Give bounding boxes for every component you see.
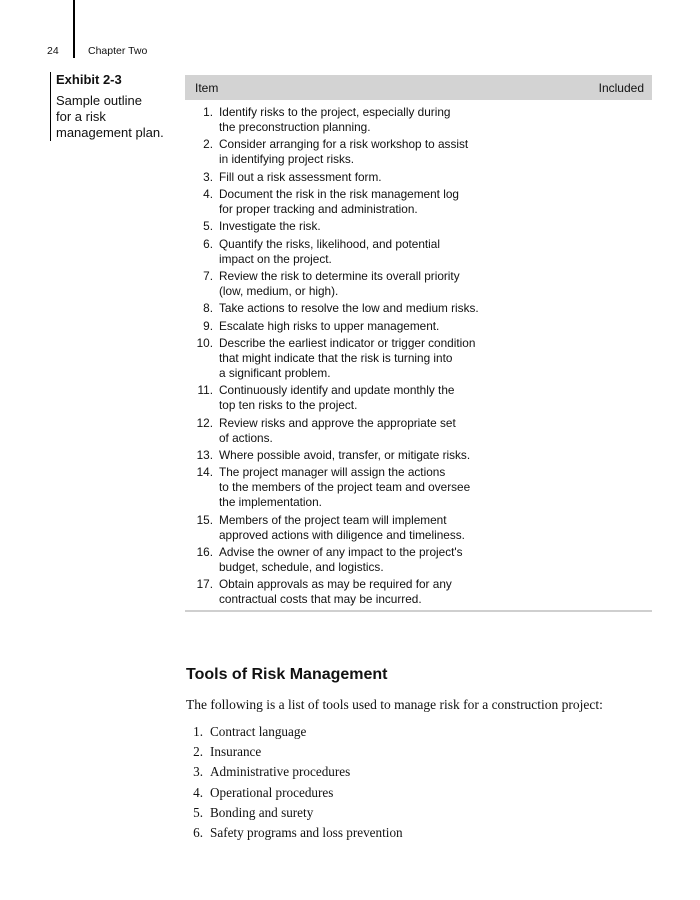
row-number: 5. [203,219,213,234]
row-text: Consider arranging for a risk workshop to assist in identifying project risks. [219,137,469,167]
row-text: Advise the owner of any impact to the project's budget, schedule, and logistics. [219,544,463,574]
tools-section [186,666,656,843]
row-text: Members of the project team will implement approved actions with diligence and timeliness. [219,512,465,542]
row-number: 15. [196,512,213,527]
row-number: 17. [196,577,213,592]
row-number: 7. [203,269,213,284]
tools-list [186,722,656,843]
list-item-number: 5. [193,804,203,820]
column-header-item: Item [195,81,219,95]
row-text: Escalate high risks to upper management. [219,318,440,333]
exhibit-label [50,72,181,141]
column-header-included: Included [598,81,644,95]
row-number: 14. [196,465,213,480]
list-item [186,803,656,823]
table-row [185,170,652,185]
list-item [186,742,656,762]
row-number: 9. [203,318,213,333]
list-item-text: Administrative procedures [210,764,351,780]
row-text: Continuously identify and update monthly the top ten risks to the project. [219,383,455,413]
row-text: Describe the earliest indicator or trigger condition that might indicate that the risk is turning into a significant problem. [219,336,476,380]
list-item [186,762,656,782]
list-item-text: Operational procedures [210,784,334,800]
list-item [186,783,656,803]
table-row [185,577,652,607]
row-text: Identify risks to the project, especially during the preconstruction planning. [219,105,451,134]
row-number: 3. [203,169,213,184]
row-text: Document the risk in the risk management log for proper tracking and administration. [219,187,459,216]
row-number: 2. [203,137,213,152]
table-row [185,383,652,413]
list-item-text: Bonding and surety [210,804,314,820]
row-number: 4. [203,187,213,202]
row-number: 12. [196,415,213,430]
table-body [185,100,652,607]
table-row [185,336,652,381]
row-text: Review risks and approve the appropriate set of actions. [219,415,456,445]
section-heading: Tools of Risk Management [186,666,388,683]
exhibit-title: Exhibit 2-3 [56,72,122,87]
list-item [186,823,656,843]
table-row [185,465,652,510]
table-row [185,513,652,543]
table-row [185,219,652,234]
row-number: 6. [203,236,213,251]
list-item [186,722,656,742]
table-row [185,448,652,463]
risk-plan-table [185,75,652,612]
row-text: Investigate the risk. [219,219,321,234]
section-intro: The following is a list of tools used to manage risk for a construction project: [186,697,603,712]
table-row [185,105,652,135]
table-row [185,269,652,299]
exhibit-caption: Sample outline for a risk management plan. [56,93,164,140]
chapter-title: Chapter Two [88,45,148,57]
table-row [185,301,652,316]
row-number: 13. [196,448,213,463]
table-row [185,137,652,167]
page-number: 24 [47,45,59,57]
row-text: Take actions to resolve the low and medium risks. [219,301,479,316]
table-row [185,416,652,446]
row-text: Fill out a risk assessment form. [219,169,382,184]
list-item-number: 6. [193,825,203,841]
list-item-number: 2. [193,744,203,760]
list-item-text: Contract language [210,724,307,739]
list-item-text: Safety programs and loss prevention [210,825,403,841]
row-text: Quantify the risks, likelihood, and potential impact on the project. [219,236,440,266]
list-item-text: Insurance [210,744,262,760]
row-number: 16. [196,544,213,559]
row-text: Where possible avoid, transfer, or mitigate risks. [219,448,471,463]
row-number: 11. [197,383,213,398]
row-text: The project manager will assign the actions to the members of the project team and oversee the implementation. [219,465,471,510]
list-item-number: 1. [193,724,203,739]
list-item-number: 4. [193,784,203,800]
table-bottom-rule [185,610,652,612]
list-item-number: 3. [193,764,203,780]
header-divider [73,0,75,58]
row-number: 10. [196,336,213,351]
table-row [185,237,652,267]
table-row [185,187,652,217]
row-text: Review the risk to determine its overall priority (low, medium, or high). [219,269,460,298]
table-row [185,319,652,334]
row-number: 8. [203,301,213,316]
table-header [185,75,652,100]
row-text: Obtain approvals as may be required for any contractual costs that may be incurred. [219,577,452,607]
table-row [185,545,652,575]
row-number: 1. [203,105,213,119]
